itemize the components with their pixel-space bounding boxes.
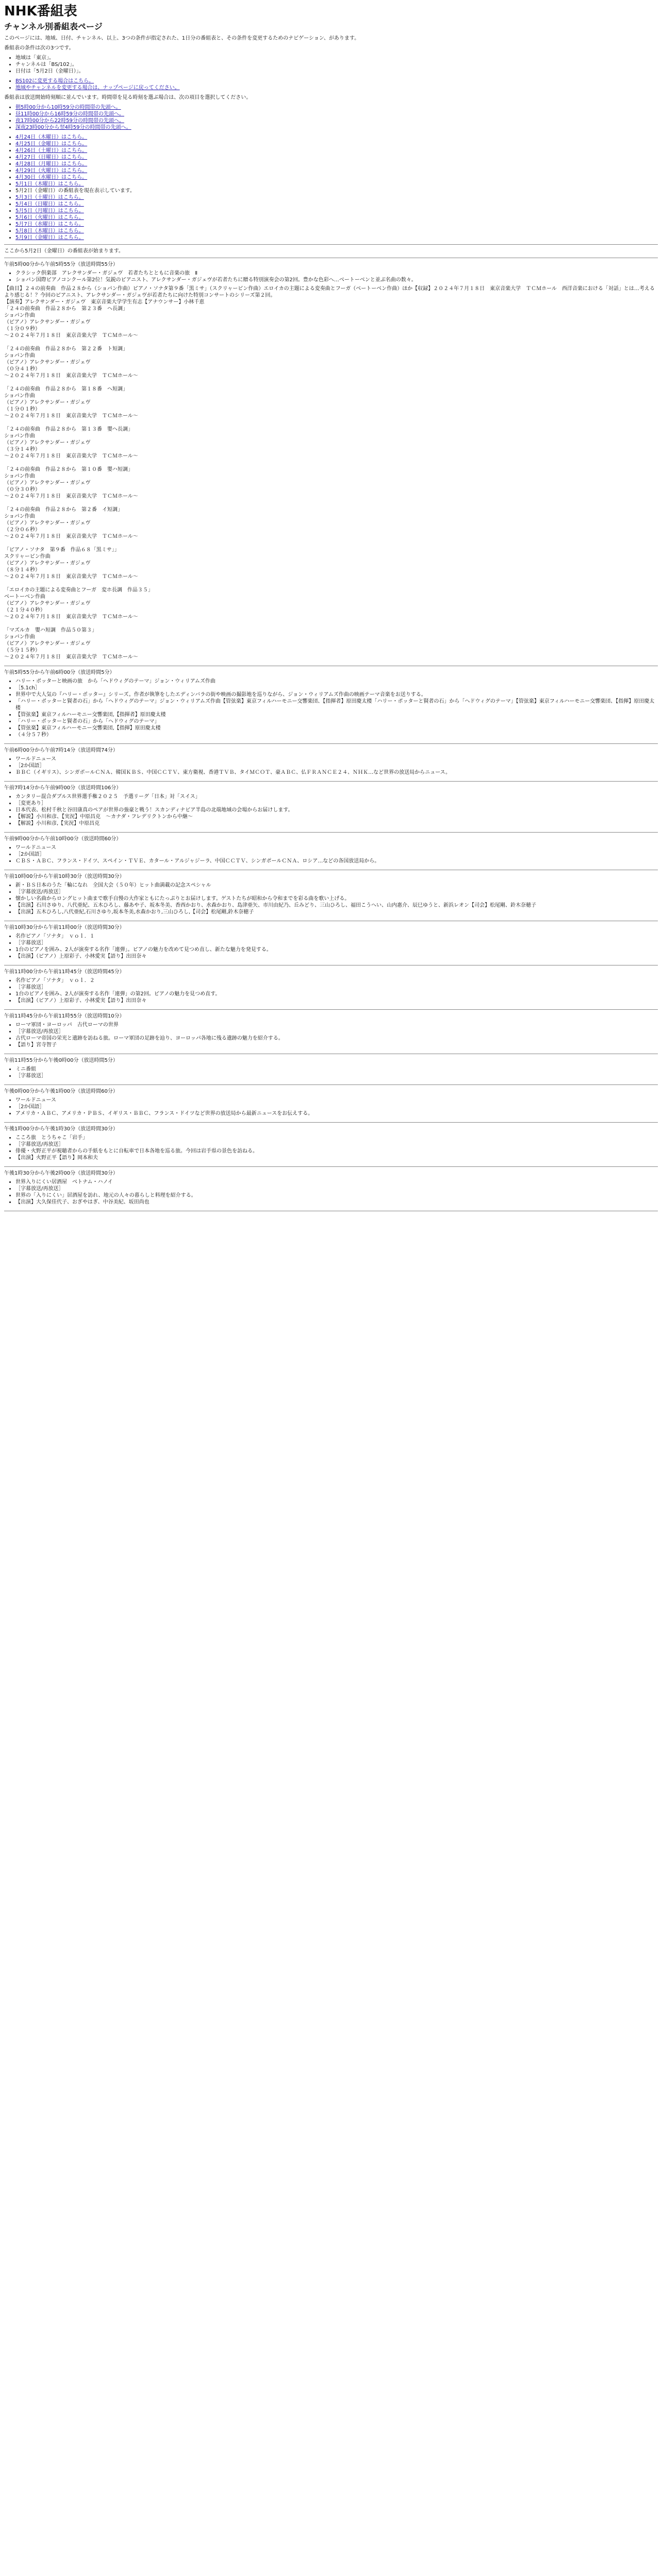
time-link-item xyxy=(15,104,658,111)
program-info: • ［字幕放送］ xyxy=(15,940,658,946)
date-link[interactable]: 5月7日（水曜日）はこちら。 xyxy=(15,222,84,227)
program-time: 午前6時00分から午前7時14分（放送時間74分） xyxy=(4,748,118,753)
time-link-item xyxy=(15,117,658,124)
divider xyxy=(4,781,658,782)
conditions-list xyxy=(4,55,658,75)
program-info: • 俳優・火野正平が視聴者からの手紙をもとに自転車で日本各地を巡る旅。今回は岩手県の景色を訪ねる。 xyxy=(15,1148,658,1155)
program-time: 午後0時00分から午後1時00分（放送時間60分） xyxy=(4,1089,118,1094)
current-date-label: 5月2日（金曜日）の番組表を現在表示しています。 xyxy=(15,188,135,194)
program-info: • 【出演】五木ひろし,八代亜紀,石川さゆり,坂本冬美,水森かおり,三山ひろし,【司会】松尾剛,鈴木奈穂子 xyxy=(15,909,658,916)
program-time: 午前11時55分から午後0時00分（放送時間5分） xyxy=(4,1058,118,1063)
condition-item: • 地域は「東京」。 xyxy=(15,55,658,61)
program-items xyxy=(4,1134,658,1161)
program-info: • 【出演】（ピアノ）上原彩子、小林愛実【語り】出田奈々 xyxy=(15,997,658,1004)
program-time: 午前11時00分から午前11時45分（放送時間45分） xyxy=(4,969,125,975)
program-entry xyxy=(4,1013,658,1048)
program-title: • 世界入りにくい居酒屋 ベトナム・ハノイ xyxy=(15,1179,658,1185)
date-link[interactable]: 5月8日（木曜日）はこちら。 xyxy=(15,228,84,234)
program-time: 午後1時30分から午後2時00分（放送時間30分） xyxy=(4,1171,118,1176)
date-link[interactable]: 4月27日（日曜日）はこちら。 xyxy=(15,155,88,160)
program-info: • 【出演】大久保佳代子、おぎやはぎ、中谷美紀、坂田尚也 xyxy=(15,1199,658,1206)
program-title: • 名作ピアノ「ソナタ」 ｖｏｌ．１ xyxy=(15,933,658,940)
program-entry xyxy=(4,924,658,960)
program-info: • 「ハリー・ポッターと賢者の石」から「ヘドウィグのテーマ」ジョン・ウィリアムズ作曲【管弦楽】東京フィルハーモニー交響楽団、【指揮者】原田慶太楼「ハリー・ポッターと賢者の石」から「ヘドウィグのテーマ」【管弦楽】東京フィルハーモニー交響楽団、【指揮】原田慶太楼 xyxy=(15,698,658,711)
program-items xyxy=(4,1179,658,1206)
program-title: • ワールドニュース xyxy=(15,844,658,851)
date-link[interactable]: 5月5日（月曜日）はこちら。 xyxy=(15,208,84,214)
program-title: • 新・ＢＳ日本のうた「輪になれ 全国大会（５０年）ヒット曲満載の記念スペシャル xyxy=(15,882,658,889)
program-info: • ［字幕放送］ xyxy=(15,1073,658,1079)
program-title: • ミニ番組 xyxy=(15,1066,658,1073)
program-time: 午前11時45分から午前11時55分（放送時間10分） xyxy=(4,1013,125,1019)
program-info: • ［5.1ch］ xyxy=(15,685,658,691)
program-items xyxy=(4,882,658,916)
program-title: • ワールドニュース xyxy=(15,756,658,762)
back-to-top-link[interactable]: 地域やチャンネルを変更する場合は、ナップページに戻ってください。 xyxy=(15,85,180,91)
program-title: • ハリー・ポッターと映画の旅 から「ヘドウィグのテーマ」ジョン・ウィリアムズ作曲 xyxy=(15,678,658,685)
change-links xyxy=(4,78,658,91)
date-link-item xyxy=(15,147,658,154)
program-info: • ［字幕放送/再放送］ xyxy=(15,889,658,895)
program-info: • 「ハリー・ポッターと賢者の石」から「ヘドウィグのテーマ」 xyxy=(15,718,658,725)
date-links xyxy=(4,134,658,241)
program-entry xyxy=(4,1057,658,1079)
program-info: • ［字幕放送/再放送］ xyxy=(15,1141,658,1148)
time-link-item xyxy=(15,124,658,131)
date-link[interactable]: 5月4日（日曜日）はこちら。 xyxy=(15,201,84,207)
program-info: • 【管弦楽】東京フィルハーモニー交響楽団,【指揮者】原田慶太楼 xyxy=(15,711,658,718)
program-info: • ［字幕放送］ xyxy=(15,984,658,991)
program-detail: 【曲目】２４の前奏曲 作品２８から（ショパン作曲）ピアノ・ソナタ第９番「黒ミサ」（スクリャービン作曲）エロイカの主題による変奏曲とフーガ（ベートーベン作曲）ほか【収録】２０２４年７月１８日 東京音楽大学 ＴＣＭホール 西洋音楽における「対話」とは…考えるより感じる！？今回のピアニスト、アレクサンダー・ガジェヴが若者たちに向けた特別コンサートのシリーズ第２回。 【演奏】アレクサンダー・ガジェヴ 東京音楽大学学生有志【アナウンサー】小林千恵 「２４の前奏曲 作品２８から 第２３番 ヘ長調」 ショパン作曲 （ピアノ）アレクサンダー・ガジェヴ （１分０９秒） ～２０２４年７月１８日 東京音楽大学 ＴＣＭホール～ 「２４の前奏曲 作品２８から 第２２番 ト短調」 ショパン作曲 （ピアノ）アレクサンダー・ガジェヴ （０分４１秒） ～２０２４年７月１８日 東京音楽大学 ＴＣＭホール～ 「２４の前奏曲 作品２８から 第１８番 ヘ短調」 ショパン作曲 （ピアノ）アレクサンダー・ガジェヴ （１分０１秒） ～２０２４年７月１８日 東京音楽大学 ＴＣＭホール～ 「２４の前奏曲 作品２８から 第１３番 嬰ヘ長調」 ショパン作曲 （ピアノ）アレクサンダー・ガジェヴ （３分１４秒） ～２０２４年７月１８日 東京音楽大学 ＴＣＭホール～ 「２４の前奏曲 作品２８から 第１０番 嬰ハ短調」 ショパン作曲 （ピアノ）アレクサンダー・ガジェヴ （０分３０秒） ～２０２４年７月１８日 東京音楽大学 ＴＣＭホール～ 「２４の前奏曲 作品２８から 第２番 イ短調」 ショパン作曲 （ピアノ）アレクサンダー・ガジェヴ （２分０６秒） ～２０２４年７月１８日 東京音楽大学 ＴＣＭホール～ 「ピアノ・ソナタ 第９番 作品６８「黒ミサ」」 スクリャービン作曲 （ピアノ）アレクサンダー・ガジェヴ （８分１４秒） ～２０２４年７月１８日 東京音楽大学 ＴＣＭホール～ 「エロイカの主題による変奏曲とフーガ 変ホ長調 作品３５」 ベートーベン作曲 （ピアノ）アレクサンダー・ガジェヴ （２１分４０秒） ～２０２４年７月１８日 東京音楽大学 ＴＣＭホール～ 「マズルカ 嬰ハ短調 作品５０第３」 ショパン作曲 （ピアノ）アレクサンダー・ガジェヴ （５分１５秒） ～２０２４年７月１８日 東京音楽大学 ＴＣＭホール～ xyxy=(4,286,655,660)
date-link-item xyxy=(15,228,658,234)
program-items xyxy=(4,756,658,776)
schedule-start: ここから5月2日（金曜日）の番組表が始まります。 xyxy=(4,248,124,254)
date-link[interactable]: 4月30日（水曜日）はこちら。 xyxy=(15,175,88,180)
date-link-item xyxy=(15,181,658,188)
date-link-item xyxy=(15,214,658,221)
program-info: • ［2か国語］ xyxy=(15,851,658,858)
time-nav-note: 番組表は放送開始時刻順に並んでいます。時間帯を見る時刻を選ぶ場合は、次の項目を選択してください。 xyxy=(4,95,252,100)
program-info: • アメリカ・ＡＢＣ、アメリカ・ＰＢＳ、イギリス・ＢＢＣ、フランス・ドイツなど世界の放送局から最新ニュースをお伝えする。 xyxy=(15,1110,658,1117)
condition-item: • チャンネルは「BS/102」。 xyxy=(15,61,658,68)
program-info: • ＣＢＳ・ＡＢＣ、フランス・ドイツ、スペイン・ＴＶＥ、カタール・アルジャジーラ、中国ＣＣＴＶ、シンガポールＣＮＡ、ロシア…などの各国放送局から。 xyxy=(15,858,658,865)
time-link-evening[interactable]: 夜17時00分から22時59分の時間帯の先頭へ。 xyxy=(15,118,124,124)
date-link-item xyxy=(15,201,658,208)
date-link[interactable]: 4月25日（金曜日）はこちら。 xyxy=(15,141,88,147)
conditions-heading: 番組表の条件は次の3つです。 xyxy=(4,45,74,51)
program-info: • 【出演】（ピアノ）上原彩子、小林愛実【語り】出田奈々 xyxy=(15,953,658,960)
program-entry xyxy=(4,261,658,660)
program-info: • ［字幕放送/再放送］ xyxy=(15,1028,658,1035)
program-time: 午前9時00分から午前10時00分（放送時間60分） xyxy=(4,836,122,842)
program-items xyxy=(4,1022,658,1048)
program-info: • ［変更あり］ xyxy=(15,800,658,807)
program-info: • （４分５７秒） xyxy=(15,732,658,738)
program-items xyxy=(4,270,658,283)
change-link-item xyxy=(15,84,658,91)
divider xyxy=(4,1084,658,1085)
program-entry xyxy=(4,969,658,1004)
program-time: 午前5時55分から午前6時00分（放送時間5分） xyxy=(4,670,115,675)
program-info: • 【語り】宮寺智子 xyxy=(15,1042,658,1048)
program-info: • 世界の「入りにくい」居酒屋を訪れ、地元の人々の暮らしと料理を紹介する。 xyxy=(15,1192,658,1199)
time-link-night[interactable]: 深夜23時00分から翌4時59分の時間帯の先頭へ。 xyxy=(15,125,131,130)
program-time: 午前7時14分から午前9時00分（放送時間106分） xyxy=(4,785,122,791)
intro-text: このページには、地域、日付、チャンネル、以上、3つの条件が指定された、1日分の番組表と、その条件を変更するためのナビゲーション、があります。 xyxy=(4,36,360,41)
change-channel-link[interactable]: BS102に変更する場合はこちら。 xyxy=(15,78,94,84)
program-title: • 名作ピアノ「ソナタ」 ｖｏｌ．２ xyxy=(15,977,658,984)
date-link-item xyxy=(15,208,658,214)
date-link[interactable]: 5月3日（土曜日）はこちら。 xyxy=(15,195,84,200)
divider xyxy=(4,244,658,245)
time-links xyxy=(4,104,658,131)
date-link[interactable]: 4月24日（木曜日）はこちら。 xyxy=(15,134,88,140)
page xyxy=(0,0,662,1217)
date-link-item xyxy=(15,174,658,181)
program-items xyxy=(4,793,658,827)
program-time: 午前10時30分から午前11時00分（放送時間30分） xyxy=(4,925,125,930)
program-info: • ショパン国際ピアノコンクール第2位！気鋭のピアニスト、アレクサンダー・ガジェヴが若者たちに贈る特別演奏会の第2回。豊かな色彩へ…ベートーベンと並ぶ名曲の数々。 xyxy=(15,277,658,283)
program-title: • ワールドニュース xyxy=(15,1097,658,1104)
program-items xyxy=(4,844,658,865)
condition-item: • 日付は「5月2日（金曜日）」。 xyxy=(15,68,658,75)
program-time: 午前10時00分から午前10時30分（放送時間30分） xyxy=(4,874,125,879)
program-title: • クラシック倶楽部 アレクサンダー・ガジェヴ 若者たちとともに音楽の旅 Ⅱ xyxy=(15,270,658,277)
date-link-item xyxy=(15,134,658,141)
divider xyxy=(4,1166,658,1167)
program-entry xyxy=(4,1170,658,1206)
date-link[interactable]: 4月28日（月曜日）はこちら。 xyxy=(15,161,88,167)
program-entry xyxy=(4,785,658,827)
program-time: 午後1時00分から午後1時30分（放送時間30分） xyxy=(4,1126,118,1132)
program-info: • 【管弦楽】東京フィルハーモニー交響楽団,【指揮】原田慶太楼 xyxy=(15,725,658,732)
date-link-item xyxy=(15,221,658,228)
date-link-item xyxy=(15,194,658,201)
program-items xyxy=(4,678,658,738)
program-info: • 1台のピアノを囲み、2人が演奏する名作「連弾」。ピアノの魅力を改めて見つめ直し、新たな魅力を発見する。 xyxy=(15,946,658,953)
site-title: NHK番組表 xyxy=(4,4,77,19)
change-link-item xyxy=(15,78,658,84)
time-link-morning[interactable]: 朝5時00分から10時59分の時間帯の先頭へ。 xyxy=(15,105,121,110)
date-link[interactable]: 5月6日（火曜日）はこちら。 xyxy=(15,215,84,221)
date-link-item xyxy=(15,234,658,241)
program-info: • 【解説】小川和彦、【実況】中原昌克 ～カナダ・フレデリクトンから中継～ xyxy=(15,814,658,820)
date-link-item xyxy=(15,141,658,147)
program-info: • 懐かしい名曲からロングヒット曲まで歌手自慢の大作家ともにたっぷりとお届けします。ゲストたちが昭和から令和までを彩る曲を歌い上げる。 xyxy=(15,895,658,902)
divider xyxy=(4,743,658,744)
program-info: • 日本代表、松村千秋と谷田康真のペアが世界の強豪と戦う！スカンディナビア半島の北端地域の会場からお届けします。 xyxy=(15,807,658,814)
program-time: 午前5時00分から午前5時55分（放送時間55分） xyxy=(4,262,118,267)
date-link-item xyxy=(15,167,658,174)
program-entry xyxy=(4,747,658,776)
program-info: • ［字幕放送/再放送］ xyxy=(15,1185,658,1192)
program-list xyxy=(4,261,658,1211)
divider xyxy=(4,1009,658,1010)
program-info: • 【解説】小川和彦,【実況】中原昌克 xyxy=(15,820,658,827)
program-entry xyxy=(4,873,658,916)
program-title: • こころ旅 とうちゃこ「岩手」 xyxy=(15,1134,658,1141)
program-entry xyxy=(4,669,658,738)
date-link-item xyxy=(15,154,658,161)
program-title: • ローマ軍団・ヨーロッパ 古代ローマの世界 xyxy=(15,1022,658,1028)
divider xyxy=(4,832,658,833)
page-subtitle: チャンネル別番組表ページ xyxy=(4,22,103,31)
program-info: • ［2か国語］ xyxy=(15,762,658,769)
date-link[interactable]: 4月29日（火曜日）はこちら。 xyxy=(15,168,88,174)
program-items xyxy=(4,933,658,960)
program-info: • ［2か国語］ xyxy=(15,1104,658,1110)
program-info: • 1台のピアノを囲み、2人が演奏する名作「連弾」の第2回。ピアノの魅力を見つめ直す。 xyxy=(15,991,658,997)
program-items xyxy=(4,977,658,1004)
date-link[interactable]: 5月9日（金曜日）はこちら。 xyxy=(15,235,84,241)
program-info: • 【出演】石川さゆり、八代亜紀、五木ひろし、藤あや子、坂本冬美、香西かおり、水森かおり、島津亜矢、市川由紀乃、丘みどり、三山ひろし、福田こうへい、山内惠介、辰巳ゆうと、新浜レオン【司会】松尾剛、鈴木奈穂子 xyxy=(15,902,658,909)
date-link-item xyxy=(15,161,658,167)
program-info: • 世界中で大人気の『ハリー・ポッター』シリーズ。作者が執筆をしたエディンバラの街や映画の撮影地を巡りながら、ジョン・ウィリアムズ作曲の映画テーマ音楽をお送りする。 xyxy=(15,691,658,698)
program-title: • カンタリー混合ダブルス世界選手権２０２５ 予選リーグ「日本」対「スイス」 xyxy=(15,793,658,800)
divider xyxy=(4,1122,658,1123)
program-info: • 【出演】火野正平【語り】岡本和夫 xyxy=(15,1155,658,1161)
date-link[interactable]: 5月1日（木曜日）はこちら。 xyxy=(15,181,84,187)
program-info: • ＢＢＣ（イギリス）、シンガポールＣＮＡ、韓国ＫＢＳ、中国ＣＣＴＶ、東方衛視、香港ＴＶＢ、タイＭＣＯＴ、豪ＡＢＣ、仏ＦＲＡＮＣＥ２４、ＮＨＫ…など世界の放送局からニュース。 xyxy=(15,769,658,776)
program-info: • 古代ローマ帝国の栄光と遺跡を訪ねる旅。ローマ軍団の足跡を辿り、ヨーロッパ各地に残る遺跡の魅力を紹介する。 xyxy=(15,1035,658,1042)
program-items xyxy=(4,1097,658,1117)
time-link-day[interactable]: 昼11時00分から16時59分の時間帯の先頭へ。 xyxy=(15,111,124,117)
time-link-item xyxy=(15,111,658,117)
date-link[interactable]: 4月26日（土曜日）はこちら。 xyxy=(15,148,88,154)
program-items xyxy=(4,1066,658,1079)
program-entry xyxy=(4,836,658,865)
date-link-item xyxy=(15,188,658,194)
program-entry xyxy=(4,1126,658,1161)
program-entry xyxy=(4,1088,658,1117)
